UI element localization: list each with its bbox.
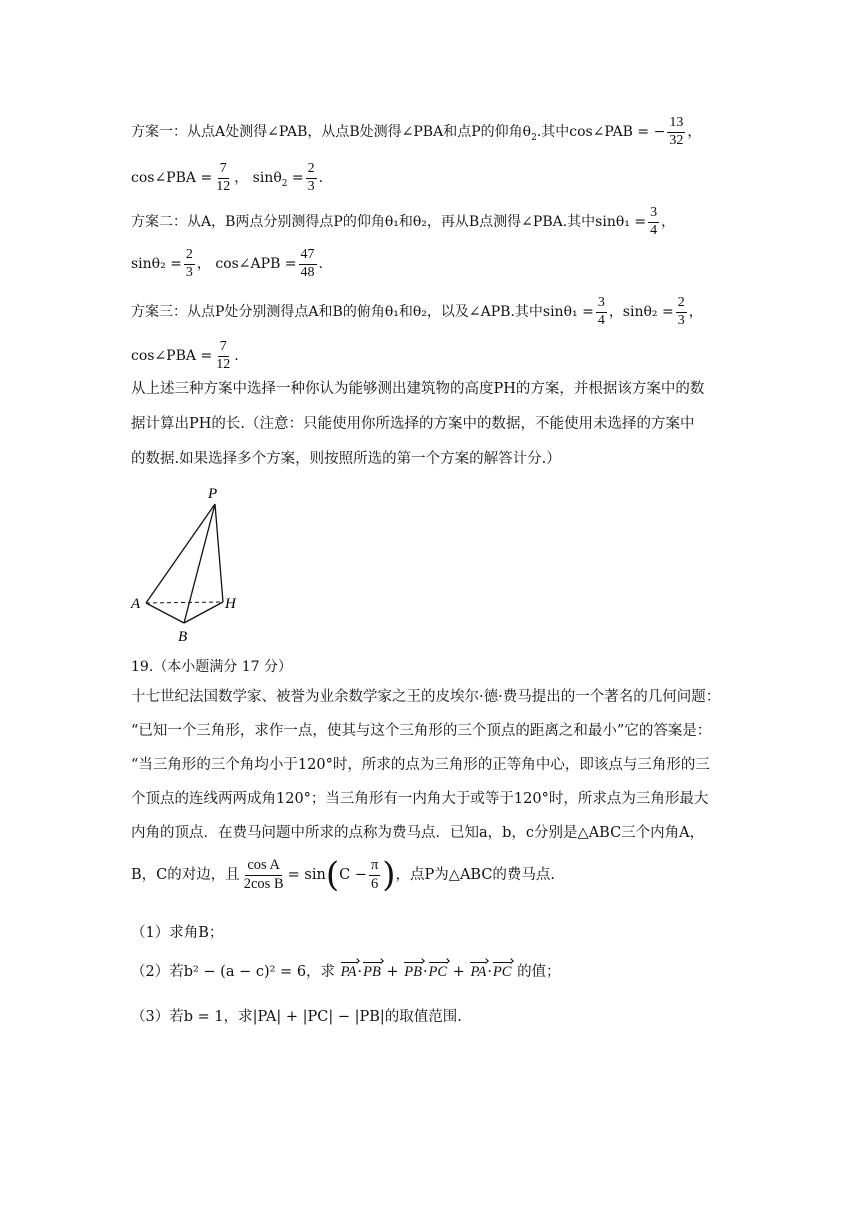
instruction-line-1: 从上述三种方案中选择一种你认为能够测出建筑物的高度PH的方案，并根据该方案中的数: [131, 381, 705, 397]
q19-header: 19.（本小题满分 17 分）: [131, 659, 292, 675]
plan1-text: 方案一：从点A处测得∠PAB，从点B处测得∠PBA和点P的仰角θ: [131, 124, 532, 141]
frac-sin1: [596, 296, 607, 328]
vec-pc: PC: [428, 964, 448, 980]
plan1-line1: 方案一：从点A处测得∠PAB，从点B处测得∠PBA和点P的仰角$\theta_2$.其中cos∠PAB = − $\frac{13}{32}$ ，: [131, 115, 702, 148]
label-b: B: [178, 629, 188, 644]
edge-ph: [215, 504, 223, 602]
frac-cos-pba: [214, 162, 232, 194]
frac-sin2: [676, 296, 687, 328]
frac-num: 3: [648, 206, 659, 223]
frac-num: 2: [184, 248, 195, 265]
frac-num: 7: [218, 340, 229, 357]
frac-den: 4: [650, 222, 658, 238]
frac-den: 48: [300, 264, 315, 280]
plan1-cos-pab: .其中cos∠PAB = −: [536, 124, 666, 141]
plan2-sin2-label: sinθ₂ =: [131, 256, 182, 273]
plan2-cos-apb-label: ， cos∠APB =: [196, 256, 297, 273]
frac-den: 12: [216, 356, 231, 372]
frac-num: π: [369, 858, 380, 875]
label-p: P: [208, 486, 218, 502]
frac-den: 3: [677, 312, 685, 328]
frac-den: 4: [597, 312, 605, 328]
frac-pi-6: [369, 858, 380, 891]
frac-num: 13: [667, 116, 685, 133]
q19-c-minus: C −: [339, 867, 367, 883]
frac-den: 3: [307, 178, 315, 194]
frac-sin1: [648, 206, 659, 238]
vec-pa: PA: [340, 964, 357, 980]
frac-sin2: [184, 248, 195, 280]
vec-pa: PA: [470, 964, 487, 980]
plan3-line1: 方案三：从点P处分别测得点A和B的俯角θ₁和θ₂，以及∠APB.其中sinθ₁ = $\frac{3}{4}$ ，sinθ₂ = $\frac{2}{3}$ ，: [131, 295, 703, 328]
frac-den: 32: [669, 132, 684, 148]
frac-num: 7: [218, 162, 229, 179]
vec-pb: PB: [404, 964, 422, 980]
q19-sin-label: = sin: [287, 867, 326, 883]
q19-sub-2: （2）若b² − (a − c)² = 6，求 PA·PB + PB·PC + PA·PC 的值；: [131, 964, 561, 980]
plan2-line1: 方案二：从A，B两点分别测得点P的仰角θ₁和θ₂，再从B点测得∠PBA.其中sinθ₁ = $\frac{3}{4}$ ，: [131, 205, 676, 238]
q19-para-3: “当三角形的三个角均小于120°时，所求的点为三角形的正等角中心，即该点与三角形的三: [131, 757, 710, 773]
edge-bh: [184, 602, 223, 623]
q19-sub-1: （1）求角B；: [131, 925, 224, 941]
q19-para-1: 十七世纪法国数学家、被誉为业余数学家之王的皮埃尔·德·费马提出的一个著名的几何问题：: [131, 689, 721, 705]
plan1-sin-label: ， sinθ: [234, 170, 282, 187]
q19-sub-3: （3）若b = 1，求|PA| + |PC| − |PB|的取值范围.: [131, 1009, 462, 1025]
frac-num: 3: [596, 296, 607, 313]
plan3-sin2-label: ，sinθ₂ =: [608, 304, 674, 321]
q19-p6-text: B，C的对边，且: [131, 867, 240, 883]
edge-pa: [146, 504, 215, 603]
left-paren: (: [325, 855, 340, 895]
vec-pc: PC: [492, 964, 512, 980]
plan3-text: 方案三：从点P处分别测得点A和B的俯角θ₁和θ₂，以及∠APB.其中sinθ₁ =: [131, 304, 594, 321]
q19-sub-2-text: （2）若b² − (a − c)² = 6，求: [131, 964, 336, 980]
frac-cosA-2cosB: [242, 858, 286, 891]
pyramid-figure: [126, 484, 256, 644]
plan1-line2: cos∠PBA = $\frac{7}{12}$ ， sinθ$_2$ = $\frac{2}{3}$ .: [131, 161, 324, 194]
frac-den: 3: [185, 264, 193, 280]
frac-num: 47: [299, 248, 317, 265]
frac-den: 2cos B: [243, 875, 284, 892]
frac-den: 12: [216, 178, 231, 194]
edge-ab: [146, 603, 184, 623]
q19-sub-2-tail: 的值；: [517, 964, 561, 980]
q19-para-6: [131, 855, 556, 895]
label-a: A: [131, 596, 141, 612]
q19-fermat-point: ，点P为△ABC的费马点.: [395, 867, 556, 883]
plan3-cos-pba-label: cos∠PBA =: [131, 348, 213, 365]
right-paren: ): [382, 855, 396, 895]
frac-sin2: [306, 162, 317, 194]
frac-cos-pba: [214, 340, 232, 372]
q19-para-4: 个顶点的连线两两成角120°；当三角形有一内角大于或等于120°时，所求点为三角形最大: [131, 791, 709, 807]
label-h: H: [225, 596, 236, 612]
q19-para-5: 内角的顶点．在费马问题中所求的点称为费马点．已知a，b，c分别是△ABC三个内角A，: [131, 825, 705, 841]
frac-cos-pab: [667, 116, 685, 148]
vec-pb: PB: [363, 964, 381, 980]
plan2-line2: sinθ₂ = $\frac{2}{3}$ ， cos∠APB = $\frac{47}{48}$ .: [131, 247, 323, 280]
frac-cos-apb: [299, 248, 317, 280]
frac-num: 2: [306, 162, 317, 179]
subscript-2: 2: [281, 178, 288, 189]
frac-den: 6: [370, 875, 379, 892]
plan2-text: 方案二：从A，B两点分别测得点P的仰角θ₁和θ₂，再从B点测得∠PBA.其中sinθ₁ =: [131, 214, 647, 231]
edge-ah-dashed: [146, 602, 223, 603]
plan1-cos-pba-label: cos∠PBA =: [131, 170, 213, 187]
instruction-line-2: 据计算出PH的长.（注意：只能使用你所选择的方案中的数据，不能使用未选择的方案中: [131, 416, 695, 432]
subscript-2: 2: [531, 132, 537, 143]
edge-pb: [184, 504, 215, 623]
instruction-line-3: 的数据.如果选择多个方案，则按照所选的第一个方案的解答计分.）: [131, 451, 561, 467]
frac-num: 2: [676, 296, 687, 313]
q19-para-2: “已知一个三角形，求作一点，使其与这个三角形的三个顶点的距离之和最小”它的答案是：: [131, 723, 712, 739]
frac-num: cos A: [245, 858, 282, 875]
plan3-line2: cos∠PBA = $\frac{7}{12}$ .: [131, 339, 239, 372]
